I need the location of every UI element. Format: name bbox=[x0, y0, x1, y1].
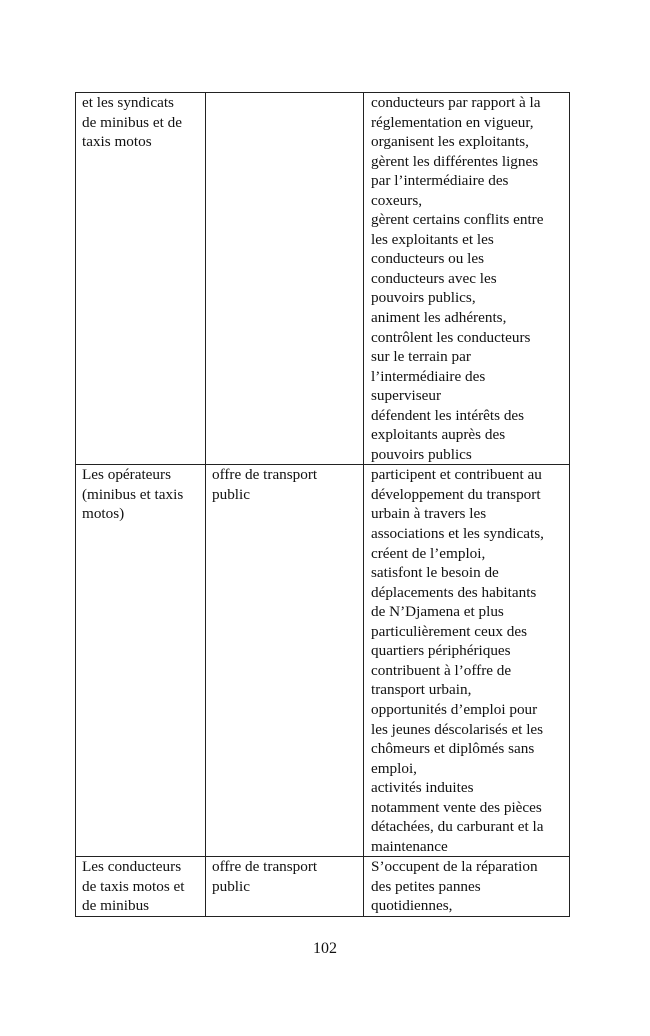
cell-line: offre de transport bbox=[212, 858, 318, 876]
cell-line: activités induites bbox=[371, 779, 474, 797]
cell-line: de minibus et de bbox=[82, 113, 182, 131]
table-row bbox=[76, 465, 570, 857]
cell-line: S’occupent de la réparation bbox=[371, 858, 538, 876]
table-cell-col2 bbox=[206, 465, 364, 857]
cell-line: créent de l’emploi, bbox=[371, 544, 486, 562]
table-cell-col2 bbox=[206, 93, 364, 465]
cell-line: notamment vente des pièces bbox=[371, 798, 542, 816]
cell-line: quotidiennes, bbox=[371, 897, 453, 915]
cell-line: (minibus et taxis bbox=[82, 485, 184, 503]
cell-line: l’intermédiaire des bbox=[371, 367, 486, 385]
cell-line: public bbox=[212, 485, 250, 503]
cell-line: et les syndicats bbox=[82, 94, 174, 111]
cell-line: Les opérateurs bbox=[82, 466, 171, 484]
cell-line: gèrent certains conflits entre bbox=[371, 211, 544, 229]
cell-line: détachées, du carburant et la bbox=[371, 818, 544, 836]
cell-line: public bbox=[212, 877, 250, 895]
cell-line: développement du transport bbox=[371, 485, 541, 503]
cell-line: pouvoirs publics, bbox=[371, 289, 476, 307]
page-number: 102 bbox=[313, 940, 337, 957]
cell-line: superviseur bbox=[371, 387, 442, 405]
cell-line: coxeurs, bbox=[371, 191, 423, 209]
cell-line: taxis motos bbox=[82, 133, 152, 151]
cell-line: de minibus bbox=[82, 897, 150, 915]
cell-line: réglementation en vigueur, bbox=[371, 113, 534, 131]
cell-line: quartiers périphériques bbox=[371, 642, 511, 660]
cell-line: transport urbain, bbox=[371, 681, 472, 699]
table-cell-col2 bbox=[206, 857, 364, 917]
cell-line: gèrent les différentes lignes bbox=[371, 152, 539, 170]
cell-line: organisent les exploitants, bbox=[371, 133, 529, 151]
cell-line: Les conducteurs bbox=[82, 858, 182, 876]
cell-line: pouvoirs publics bbox=[371, 445, 472, 463]
cell-line: les jeunes déscolarisés et les bbox=[371, 720, 544, 738]
cell-line: exploitants auprès des bbox=[371, 426, 506, 444]
cell-line: conducteurs ou les bbox=[371, 250, 485, 268]
cell-line: opportunités d’emploi pour bbox=[371, 700, 538, 718]
table-cell-col1 bbox=[76, 465, 206, 857]
cell-line: associations et les syndicats, bbox=[371, 525, 544, 543]
table-cell-col1 bbox=[76, 93, 206, 465]
cell-line: chômeurs et diplômés sans bbox=[371, 740, 535, 758]
cell-line: maintenance bbox=[371, 837, 448, 855]
table-cell-col3 bbox=[364, 465, 570, 857]
cell-line: défendent les intérêts des bbox=[371, 406, 525, 424]
cell-line: des petites pannes bbox=[371, 877, 481, 895]
table-row bbox=[76, 857, 570, 917]
cell-line: par l’intermédiaire des bbox=[371, 172, 509, 190]
cell-line: satisfont le besoin de bbox=[371, 564, 499, 582]
cell-line: sur le terrain par bbox=[371, 348, 471, 366]
cell-line: déplacements des habitants bbox=[371, 583, 537, 601]
table-cell-col1 bbox=[76, 857, 206, 917]
cell-line: de taxis motos et bbox=[82, 877, 185, 895]
actors-table bbox=[75, 92, 570, 917]
cell-line: urbain à travers les bbox=[371, 505, 487, 523]
cell-line: conducteurs avec les bbox=[371, 269, 497, 287]
cell-line: offre de transport bbox=[212, 466, 318, 484]
cell-line: emploi, bbox=[371, 759, 417, 777]
cell-line: animent les adhérents, bbox=[371, 309, 507, 327]
cell-line: particulièrement ceux des bbox=[371, 622, 528, 640]
cell-line: participent et contribuent au bbox=[371, 466, 542, 484]
cell-line: les exploitants et les bbox=[371, 230, 494, 248]
cell-line: contribuent à l’offre de bbox=[371, 661, 512, 679]
cell-line: de N’Djamena et plus bbox=[371, 603, 504, 621]
cell-line: contrôlent les conducteurs bbox=[371, 328, 531, 346]
cell-line: motos) bbox=[82, 505, 125, 523]
cell-line: conducteurs par rapport à la bbox=[371, 94, 541, 111]
table-cell-col3 bbox=[364, 93, 570, 465]
table-row bbox=[76, 93, 570, 465]
table-cell-col3 bbox=[364, 857, 570, 917]
